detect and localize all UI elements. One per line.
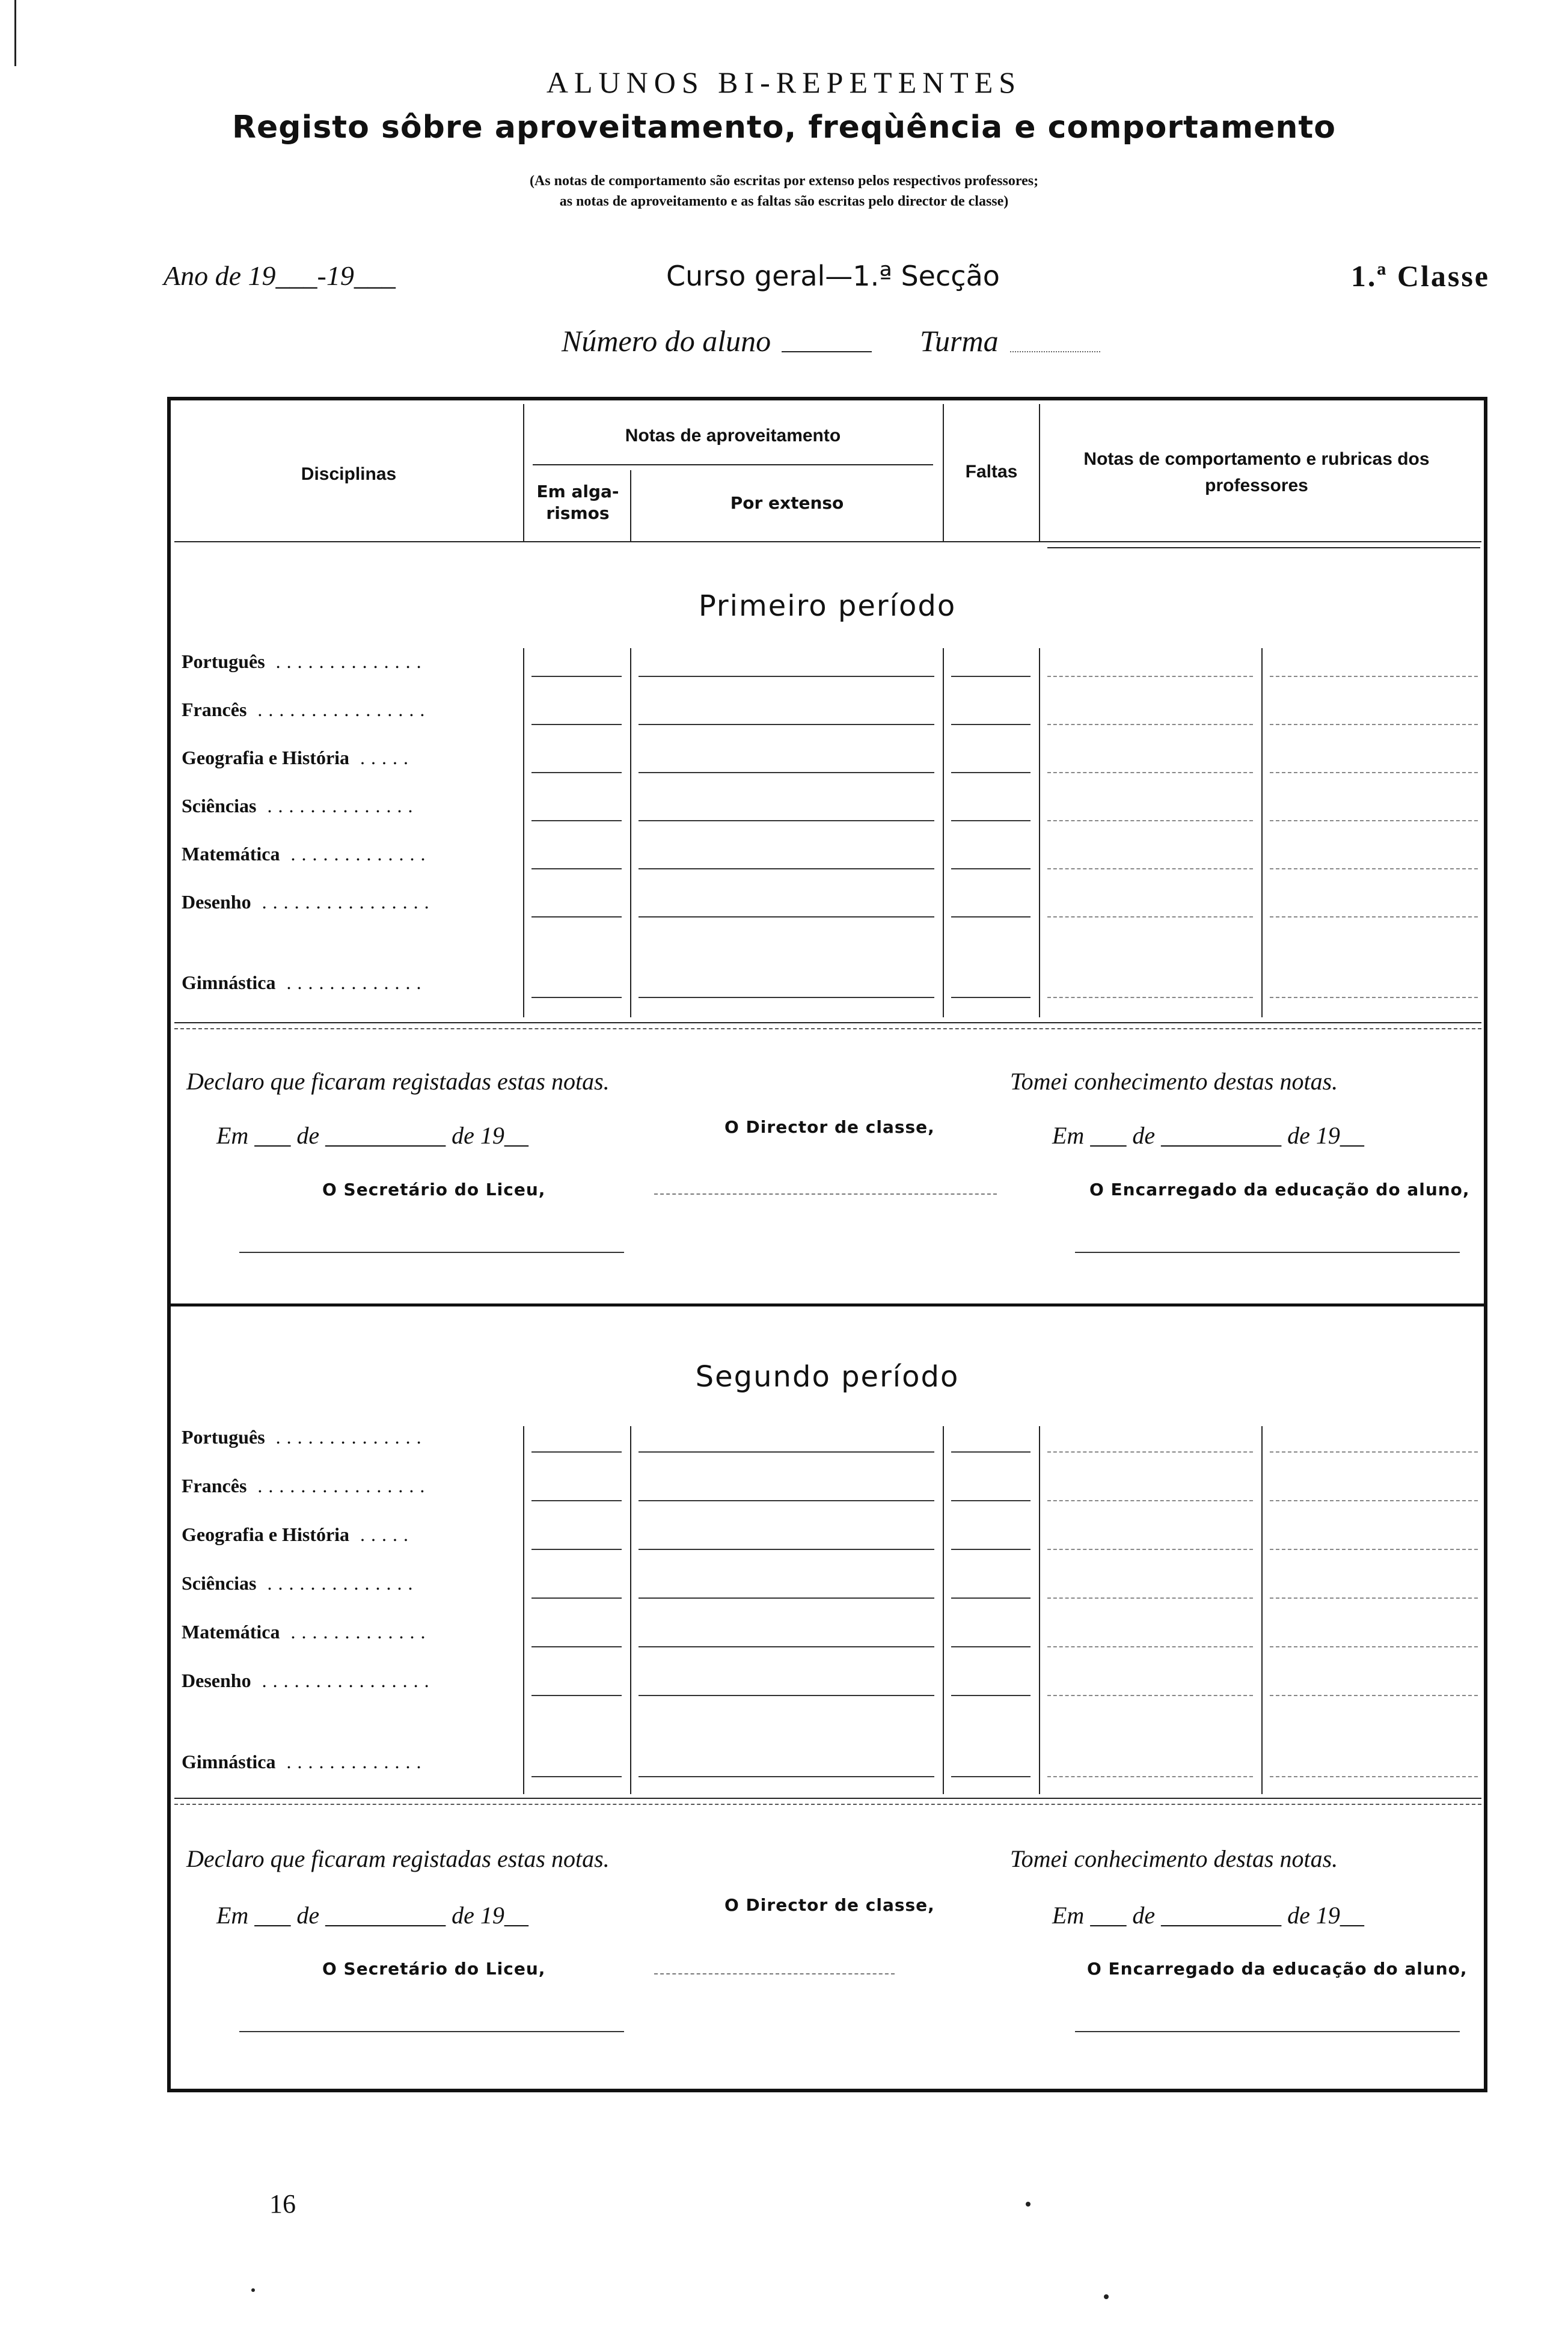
grade-words-field[interactable] (639, 1646, 934, 1647)
grade-digits-field[interactable] (531, 1549, 622, 1550)
behaviour-grade-field[interactable] (1047, 772, 1253, 773)
teacher-signature-field[interactable] (1270, 1776, 1478, 1777)
grade-digits-field[interactable] (531, 997, 622, 998)
director-signature-line-1[interactable] (654, 1193, 997, 1195)
dot-leader: ............. (280, 1621, 432, 1643)
behaviour-grade-field[interactable] (1047, 1776, 1253, 1777)
column-rule (523, 648, 524, 1017)
subject-label (182, 891, 435, 913)
subject-label (182, 1475, 430, 1497)
period-2-bottom-rule-dotted (174, 1804, 1481, 1805)
dot-leader: ................ (251, 1670, 435, 1691)
grade-words-field[interactable] (639, 676, 934, 677)
dot-leader: ............. (275, 1751, 427, 1772)
date-right-field-2[interactable]: Em ___ de __________ de 19__ (1052, 1902, 1364, 1929)
notas-aproveitamento-header: Notas de aproveitamento (625, 426, 841, 446)
grade-digits-field[interactable] (531, 772, 622, 773)
behaviour-grade-field[interactable] (1047, 997, 1253, 998)
behaviour-grade-field[interactable] (1047, 1549, 1253, 1550)
header-double-rule (1047, 547, 1480, 548)
grade-digits-field[interactable] (531, 1776, 622, 1777)
absences-field[interactable] (951, 724, 1031, 725)
disciplinas-header: Disciplinas (301, 464, 397, 484)
subject-name: Gimnástica (182, 972, 276, 993)
subject-name: Português (182, 651, 265, 672)
absences-field[interactable] (951, 916, 1031, 917)
header-bottom-rule (174, 541, 1481, 542)
student-number-field[interactable] (782, 351, 872, 352)
column-rule (1039, 648, 1040, 1017)
subject-name: Gimnástica (182, 1751, 276, 1772)
form-title: Registo sôbre aproveitamento, freqùência e comportamento (231, 109, 1337, 146)
secretario-signature-line-1[interactable] (239, 1252, 624, 1253)
form-supertitle: ALUNOS BI-REPETENTES (546, 66, 1022, 99)
subject-name: Sciências (182, 1572, 257, 1594)
teacher-signature-field[interactable] (1270, 916, 1478, 917)
period-1-bottom-rule-dotted (174, 1028, 1481, 1029)
column-rule (943, 648, 944, 1017)
teacher-signature-field[interactable] (1270, 1695, 1478, 1696)
grade-words-field[interactable] (639, 772, 934, 773)
teacher-signature-field[interactable] (1270, 676, 1478, 677)
declaration-right-2: Tomei conhecimento destas notas. (1010, 1845, 1338, 1872)
subject-name: Desenho (182, 1670, 251, 1691)
grade-words-field[interactable] (639, 1776, 934, 1777)
dot-leader: .............. (265, 651, 427, 672)
absences-field[interactable] (951, 772, 1031, 773)
scan-speck (1104, 2294, 1109, 2299)
em-algarismos-header: Em alga-rismos (536, 482, 619, 523)
page-number: 16 (269, 2189, 296, 2219)
director-signature-line-2[interactable] (654, 1973, 895, 1974)
teacher-signature-field[interactable] (1270, 724, 1478, 725)
grade-words-field[interactable] (639, 916, 934, 917)
absences-field[interactable] (951, 1597, 1031, 1599)
subject-label (182, 651, 427, 673)
behaviour-grade-field[interactable] (1047, 1597, 1253, 1599)
grade-digits-field[interactable] (531, 820, 622, 821)
dot-leader: ..... (349, 747, 415, 768)
column-rule (1261, 1426, 1263, 1794)
behaviour-grade-field[interactable] (1047, 1695, 1253, 1696)
teacher-signature-field[interactable] (1270, 1646, 1478, 1647)
teacher-signature-field[interactable] (1270, 820, 1478, 821)
director-label-1: O Director de classe, (724, 1117, 935, 1137)
subject-label (182, 1524, 414, 1546)
class-label: 1.ª Classe (1350, 259, 1490, 293)
dot-leader: ................ (247, 699, 431, 720)
grade-words-field[interactable] (639, 868, 934, 869)
subject-label (182, 747, 414, 769)
subject-label (182, 1572, 418, 1594)
dot-leader: ................ (247, 1475, 431, 1496)
absences-field[interactable] (951, 868, 1031, 869)
declaration-left-1: Declaro que ficaram registadas estas notas. (186, 1068, 610, 1095)
grade-words-field[interactable] (639, 1451, 934, 1453)
grade-words-field[interactable] (639, 724, 934, 725)
grade-digits-field[interactable] (531, 724, 622, 725)
absences-field[interactable] (951, 1776, 1031, 1777)
dot-leader: ..... (349, 1524, 415, 1545)
grade-words-field[interactable] (639, 1597, 934, 1599)
subject-label (182, 1621, 431, 1643)
dot-leader: .............. (256, 795, 419, 816)
student-number-label: Número do aluno (562, 324, 771, 358)
absences-field[interactable] (951, 1451, 1031, 1453)
declaration-right-1: Tomei conhecimento destas notas. (1010, 1068, 1338, 1095)
behaviour-grade-field[interactable] (1047, 724, 1253, 725)
secretario-label-1: O Secretário do Liceu, (322, 1180, 546, 1199)
period-separator (171, 1303, 1484, 1306)
teacher-signature-field[interactable] (1270, 1549, 1478, 1550)
header-divider (1039, 404, 1040, 541)
absences-field[interactable] (951, 820, 1031, 821)
notas-comportamento-header: Notas de comportamento e rubricas dos professores (1083, 449, 1430, 495)
encarregado-signature-line-1[interactable] (1075, 1252, 1460, 1253)
grade-digits-field[interactable] (531, 1597, 622, 1599)
period-title-1: Primeiro período (698, 589, 957, 623)
subject-name: Francês (182, 1475, 247, 1496)
subject-name: Português (182, 1426, 265, 1448)
teacher-signature-field[interactable] (1270, 1597, 1478, 1599)
column-rule (943, 1426, 944, 1794)
date-right-field-1[interactable]: Em ___ de __________ de 19__ (1052, 1122, 1364, 1149)
subject-label (182, 1426, 427, 1448)
grade-words-field[interactable] (639, 820, 934, 821)
subject-label (182, 843, 431, 865)
grade-digits-field[interactable] (531, 1695, 622, 1696)
teacher-signature-field[interactable] (1270, 997, 1478, 998)
subject-name: Matemática (182, 1621, 280, 1643)
scan-speck (1026, 2202, 1031, 2207)
teacher-signature-field[interactable] (1270, 868, 1478, 869)
dot-leader: .............. (265, 1426, 427, 1448)
column-rule (523, 1426, 524, 1794)
date-left-field-2[interactable]: Em ___ de __________ de 19__ (216, 1902, 528, 1929)
absences-field[interactable] (951, 1549, 1031, 1550)
teacher-signature-field[interactable] (1270, 1500, 1478, 1501)
course-label: Curso geral—1.ª Secção (666, 260, 1000, 292)
secretario-signature-line-2[interactable] (239, 2031, 624, 2032)
subject-label (182, 1751, 427, 1773)
period-1-bottom-rule (174, 1022, 1481, 1023)
grade-digits-field[interactable] (531, 1500, 622, 1501)
absences-field[interactable] (951, 676, 1031, 677)
subject-name: Desenho (182, 891, 251, 913)
column-rule (1039, 1426, 1040, 1794)
subject-label (182, 795, 418, 817)
header-divider (523, 404, 524, 541)
column-rule (630, 648, 631, 1017)
declaration-left-2: Declaro que ficaram registadas estas notas. (186, 1845, 610, 1872)
dot-leader: .............. (256, 1572, 419, 1594)
grade-words-field[interactable] (639, 997, 934, 998)
absences-field[interactable] (951, 1646, 1031, 1647)
scan-speck (251, 2288, 255, 2292)
column-rule (1261, 648, 1263, 1017)
absences-field[interactable] (951, 1500, 1031, 1501)
form-note-line-2: as notas de aproveitamento e as faltas são escritas pelo director de classe) (559, 194, 1009, 209)
dot-leader: ................ (251, 891, 435, 913)
dot-leader: ............. (280, 843, 432, 865)
behaviour-grade-field[interactable] (1047, 676, 1253, 677)
grade-words-field[interactable] (639, 1500, 934, 1501)
turma-field[interactable] (1010, 351, 1100, 352)
behaviour-grade-field[interactable] (1047, 1500, 1253, 1501)
por-extenso-header: Por extenso (730, 493, 844, 513)
faltas-header: Faltas (965, 462, 1018, 482)
grade-words-field[interactable] (639, 1695, 934, 1696)
date-left-field-1[interactable]: Em ___ de __________ de 19__ (216, 1122, 528, 1149)
grade-digits-field[interactable] (531, 1451, 622, 1453)
subject-name: Geografia e História (182, 747, 350, 768)
subject-name: Sciências (182, 795, 257, 816)
grade-digits-field[interactable] (531, 916, 622, 917)
absences-field[interactable] (951, 1695, 1031, 1696)
behaviour-grade-field[interactable] (1047, 1646, 1253, 1647)
column-rule (630, 1426, 631, 1794)
period-2-bottom-rule (174, 1798, 1481, 1799)
subject-label (182, 699, 430, 721)
director-label-2: O Director de classe, (724, 1895, 935, 1915)
teacher-signature-field[interactable] (1270, 1451, 1478, 1453)
encarregado-label-2: O Encarregado da educação do aluno, (1087, 1959, 1468, 1979)
form-note-line-1: (As notas de comportamento são escritas por extenso pelos respectivos professores; (529, 173, 1039, 189)
grade-digits-field[interactable] (531, 676, 622, 677)
behaviour-grade-field[interactable] (1047, 1451, 1253, 1453)
subject-name: Matemática (182, 843, 280, 865)
dot-leader: ............. (275, 972, 427, 993)
turma-label: Turma (920, 324, 999, 358)
encarregado-label-1: O Encarregado da educação do aluno, (1089, 1180, 1470, 1199)
scan-mark (14, 0, 16, 66)
grade-digits-field[interactable] (531, 868, 622, 869)
behaviour-grade-field[interactable] (1047, 820, 1253, 821)
subject-name: Francês (182, 699, 247, 720)
secretario-label-2: O Secretário do Liceu, (322, 1959, 546, 1979)
grade-words-field[interactable] (639, 1549, 934, 1550)
subject-label (182, 1670, 435, 1692)
behaviour-grade-field[interactable] (1047, 868, 1253, 869)
teacher-signature-field[interactable] (1270, 772, 1478, 773)
period-title-2: Segundo período (695, 1360, 960, 1394)
behaviour-grade-field[interactable] (1047, 916, 1253, 917)
school-year-field[interactable]: Ano de 19___-19___ (164, 260, 396, 291)
subject-label (182, 972, 427, 994)
grade-digits-field[interactable] (531, 1646, 622, 1647)
encarregado-signature-line-2[interactable] (1075, 2031, 1460, 2032)
header-subrule (533, 464, 933, 465)
subject-name: Geografia e História (182, 1524, 350, 1545)
absences-field[interactable] (951, 997, 1031, 998)
